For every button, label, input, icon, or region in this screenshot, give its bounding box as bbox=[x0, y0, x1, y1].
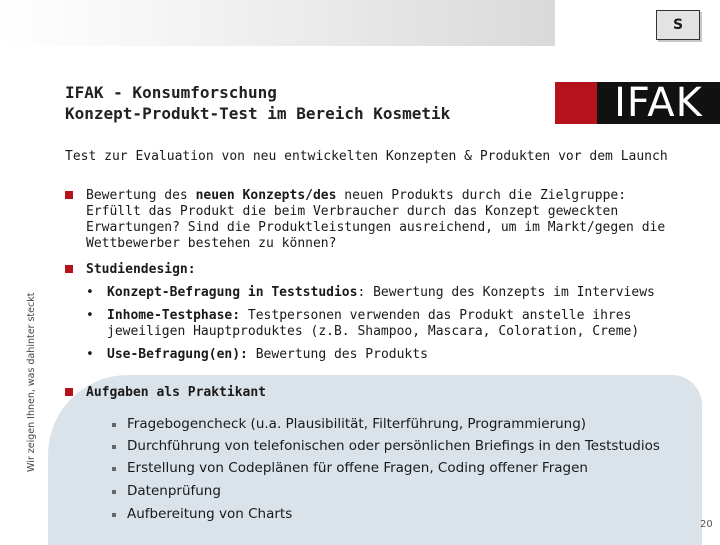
bullet-tasks-text: Aufgaben als Praktikant bbox=[86, 385, 267, 400]
dot-bullet-icon: • bbox=[86, 285, 94, 300]
title-line-1: IFAK - Konsumforschung bbox=[65, 83, 277, 102]
logo-red-block bbox=[555, 82, 597, 124]
page-title bbox=[65, 82, 450, 124]
square-bullet-icon bbox=[65, 388, 73, 396]
intro-text: Test zur Evaluation von neu entwickelten Konzepten & Produkten vor dem Launch bbox=[65, 149, 668, 164]
page-number: 20 bbox=[700, 519, 713, 530]
side-tagline: Wir zeigen Ihnen, was dahinter steckt bbox=[26, 292, 37, 472]
small-square-bullet-icon bbox=[112, 513, 116, 517]
bullet-evaluation-text: Bewertung des neuen Konzepts/des neuen Produkts durch die Zielgruppe: Erfüllt das Produkt die beim Verbraucher durch das Konzept geweckten Erwartungen? Sind die Produktleistungen ausreichend, um im Markt/gegen die Wettbewerber bestehen zu können? bbox=[86, 188, 666, 251]
small-square-bullet-icon bbox=[112, 423, 116, 427]
title-line-2: Konzept-Produkt-Test im Bereich Kosmetik bbox=[65, 104, 451, 123]
dot-bullet-icon: • bbox=[86, 347, 94, 362]
dot-bullet-icon: • bbox=[86, 308, 94, 323]
bullet-study-design-text: Studiendesign: bbox=[86, 262, 196, 277]
small-square-bullet-icon bbox=[112, 445, 116, 449]
square-bullet-icon bbox=[65, 265, 73, 273]
s-badge: S bbox=[656, 10, 700, 40]
small-square-bullet-icon bbox=[112, 467, 116, 471]
header-band bbox=[0, 0, 555, 46]
ifak-logo bbox=[597, 82, 720, 124]
small-square-bullet-icon bbox=[112, 490, 116, 494]
square-bullet-icon bbox=[65, 191, 73, 199]
logo-text: IFAK bbox=[614, 80, 703, 126]
